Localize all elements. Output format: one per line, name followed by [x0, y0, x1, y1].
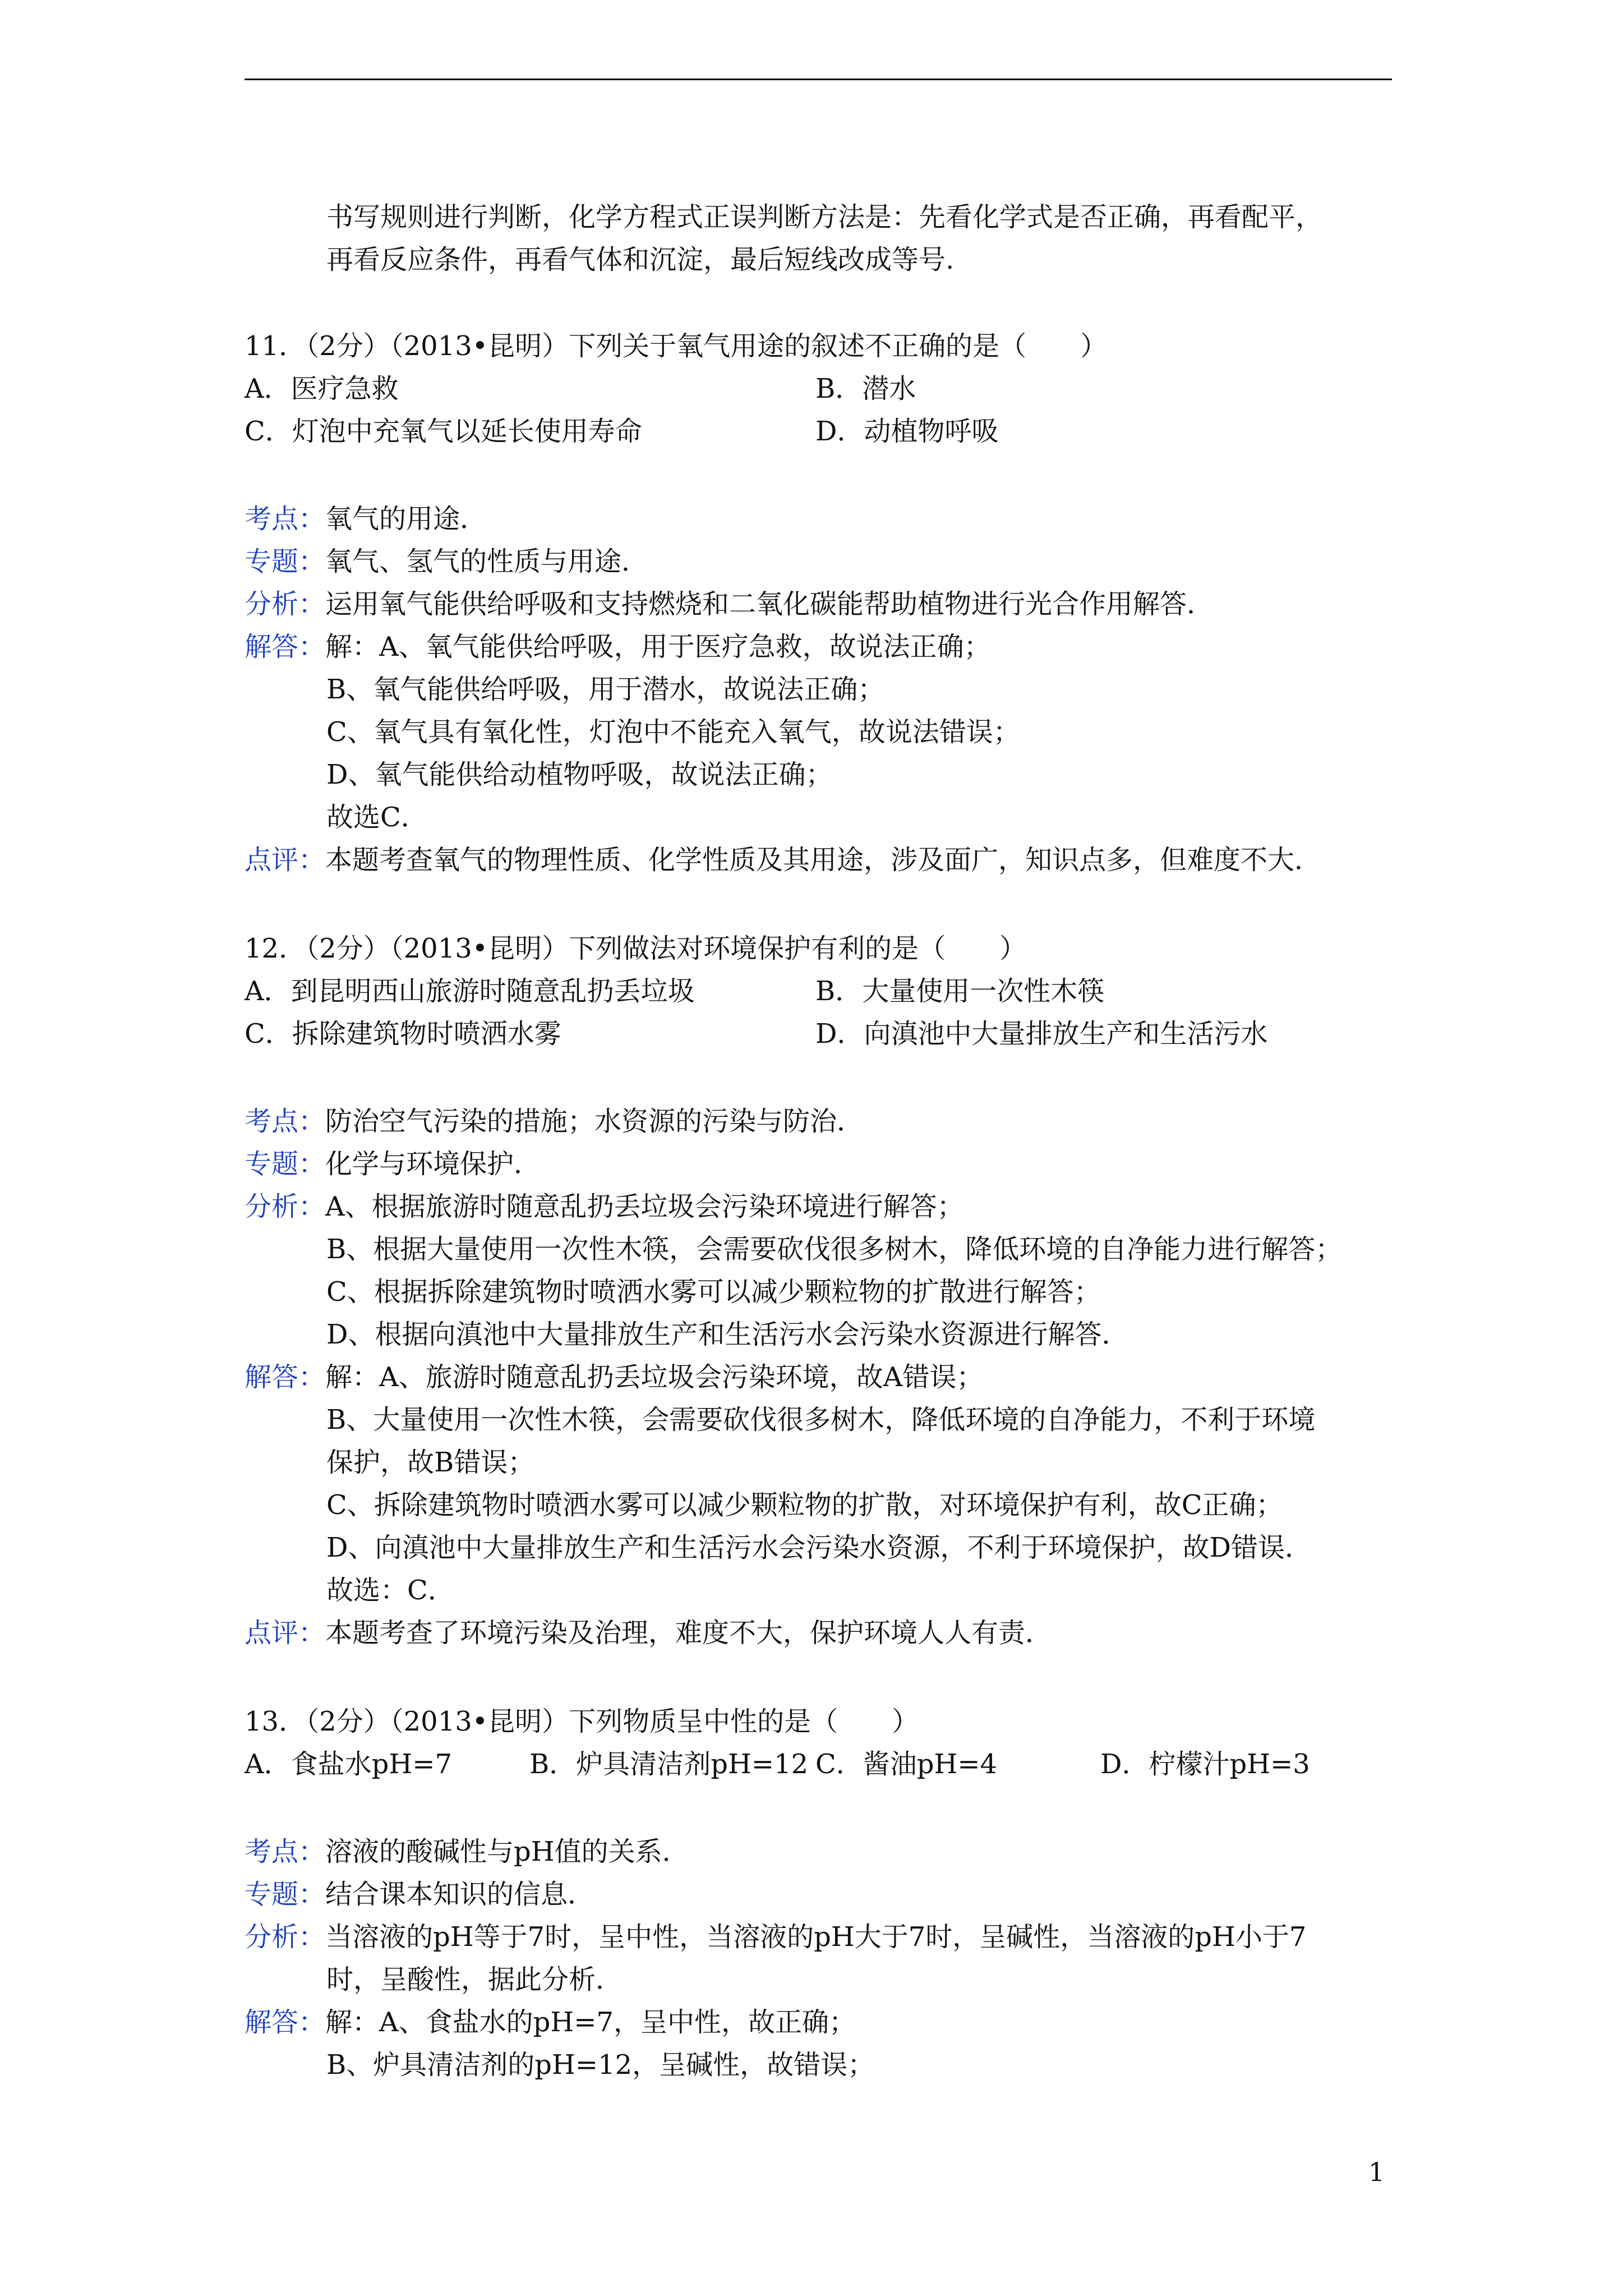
kaodian-label: 考点：	[245, 503, 326, 535]
intro-line: 书写规则进行判断，化学方程式正误判断方法是：先看化学式是否正确，再看配平，	[326, 201, 1323, 233]
q11-option-c: C．灯泡中充氧气以延长使用寿命	[245, 416, 642, 447]
q11-dianping	[245, 843, 1321, 877]
dianping-label: 点评：	[245, 1617, 326, 1649]
q12-jieda-line: B、大量使用一次性木筷，会需要砍伐很多树木，降低环境的自净能力，不利于环境	[326, 1404, 1316, 1435]
jieda-text: 解：A、旅游时随意乱扔丢垃圾会污染环境，故A错误；	[325, 1361, 984, 1393]
q11-zhuanti	[245, 544, 648, 579]
q12-jieda-line: C、拆除建筑物时喷洒水雾可以减少颗粒物的扩散，对环境保护有利，故C正确；	[326, 1489, 1283, 1521]
q12-option-d: D．向滇池中大量排放生产和生活污水	[815, 1018, 1268, 1050]
q11-fenxi	[245, 587, 1214, 622]
kaodian-text: 溶液的酸碱性与pH值的关系．	[325, 1836, 689, 1867]
q12-kaodian	[245, 1104, 864, 1139]
q12-option-b: B．大量使用一次性木筷	[815, 976, 1105, 1007]
q12-option-c: C．拆除建筑物时喷洒水雾	[245, 1018, 561, 1050]
q13-option-b: B．炉具清洁剂pH=12	[529, 1749, 809, 1780]
jieda-label: 解答：	[245, 1361, 326, 1393]
jieda-label: 解答：	[245, 631, 326, 662]
dianping-text: 本题考查了环境污染及治理，难度不大，保护环境人人有责．	[325, 1617, 1053, 1649]
q11-jieda	[245, 629, 991, 664]
q12-jieda	[245, 1360, 983, 1395]
fenxi-text: A、根据旅游时随意乱扔丢垃圾会污染环境进行解答；	[325, 1191, 964, 1222]
zhuanti-label: 专题：	[245, 1879, 326, 1910]
q11-kaodian	[245, 501, 487, 536]
q13-jieda	[245, 2005, 856, 2040]
q12-zhuanti	[245, 1147, 541, 1181]
q12-fenxi-line: C、根据拆除建筑物时喷洒水雾可以减少颗粒物的扩散进行解答；	[326, 1276, 1101, 1308]
q11-stem: 11．（2分）（2013•昆明）下列关于氧气用途的叙述不正确的是（ ）	[245, 330, 1108, 362]
q12-option-a: A．到昆明西山旅游时随意乱扔丢垃圾	[245, 976, 695, 1007]
q13-zhuanti	[245, 1877, 594, 1912]
q13-stem: 13．（2分）（2013•昆明）下列物质呈中性的是（ ）	[245, 1706, 919, 1737]
jieda-label: 解答：	[245, 2007, 326, 2038]
intro-line: 再看反应条件，再看气体和沉淀，最后短线改成等号.	[326, 244, 955, 275]
q11-option-d: D．动植物呼吸	[815, 416, 999, 447]
q12-dianping	[245, 1616, 1052, 1650]
page-number: 1	[1368, 2157, 1385, 2187]
fenxi-label: 分析：	[245, 588, 326, 620]
q11-option-a: A．医疗急救	[245, 373, 399, 404]
q11-option-b: B．潜水	[815, 373, 916, 404]
jieda-text: 解：A、食盐水的pH=7，呈中性，故正确；	[325, 2007, 856, 2038]
kaodian-label: 考点：	[245, 1836, 326, 1867]
kaodian-label: 考点：	[245, 1106, 326, 1137]
kaodian-text: 防治空气污染的措施；水资源的污染与防治．	[325, 1106, 864, 1137]
q13-option-a: A．食盐水pH=7	[245, 1749, 453, 1780]
q12-jieda-line: 故选：C．	[326, 1575, 455, 1606]
fenxi-label: 分析：	[245, 1191, 326, 1222]
q13-kaodian	[245, 1834, 689, 1869]
q11-jieda-line: 故选C．	[326, 802, 428, 833]
header-rule	[245, 79, 1392, 80]
q13-fenxi	[245, 1920, 1306, 1954]
q12-jieda-line: 保护，故B错误；	[326, 1447, 535, 1478]
dianping-text: 本题考查氧气的物理性质、化学性质及其用途，涉及面广，知识点多，但难度不大．	[325, 844, 1322, 876]
kaodian-text: 氧气的用途．	[325, 503, 487, 535]
zhuanti-text: 结合课本知识的信息．	[325, 1879, 595, 1910]
fenxi-text: 当溶液的pH等于7时，呈中性，当溶液的pH大于7时，呈碱性，当溶液的pH小于7	[325, 1921, 1307, 1953]
q11-jieda-line: D、氧气能供给动植物呼吸，故说法正确；	[326, 759, 833, 790]
q12-jieda-line: D、向滇池中大量排放生产和生活污水会污染水资源，不利于环境保护，故D错误．	[326, 1532, 1312, 1563]
q13-option-c: C．酱油pH=4	[815, 1749, 998, 1780]
q12-fenxi-line: D、根据向滇池中大量排放生产和生活污水会污染水资源进行解答．	[326, 1319, 1129, 1350]
q12-fenxi	[245, 1189, 964, 1224]
q13-jieda-line: B、炉具清洁剂的pH=12，呈碱性，故错误；	[326, 2049, 875, 2081]
q11-jieda-line: C、氧气具有氧化性，灯泡中不能充入氧气，故说法错误；	[326, 716, 1020, 748]
zhuanti-text: 氧气、氢气的性质与用途．	[325, 546, 649, 577]
fenxi-label: 分析：	[245, 1921, 326, 1953]
zhuanti-label: 专题：	[245, 546, 326, 577]
zhuanti-text: 化学与环境保护．	[325, 1148, 541, 1180]
dianping-label: 点评：	[245, 844, 326, 876]
q11-jieda-line: B、氧气能供给呼吸，用于潜水，故说法正确；	[326, 674, 885, 705]
q12-stem: 12．（2分）（2013•昆明）下列做法对环境保护有利的是（ ）	[245, 933, 1027, 964]
fenxi-text: 运用氧气能供给呼吸和支持燃烧和二氧化碳能帮助植物进行光合作用解答．	[325, 588, 1214, 620]
q12-fenxi-line: B、根据大量使用一次性木筷，会需要砍伐很多树木，降低环境的自净能力进行解答；	[326, 1234, 1343, 1265]
jieda-text: 解：A、氧气能供给呼吸，用于医疗急救，故说法正确；	[325, 631, 991, 662]
q13-fenxi-line: 时，呈酸性，据此分析．	[326, 1964, 623, 1995]
q13-option-d: D．柠檬汁pH=3	[1100, 1749, 1310, 1780]
zhuanti-label: 专题：	[245, 1148, 326, 1180]
